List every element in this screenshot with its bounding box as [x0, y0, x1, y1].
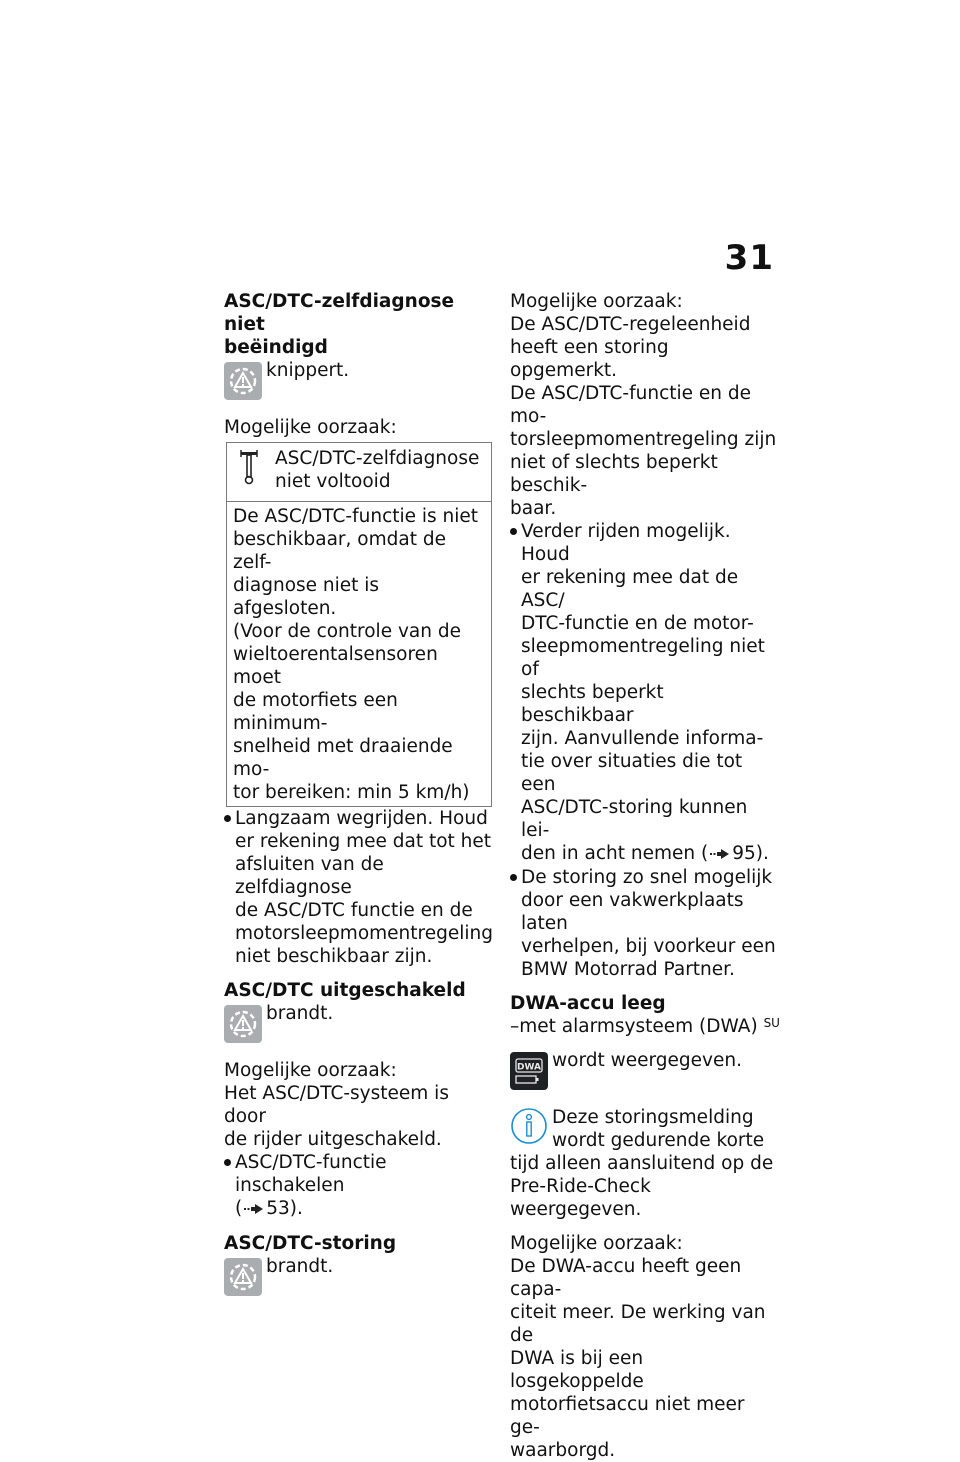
warning-row [224, 1002, 492, 1048]
cause-line: waarborgd. [510, 1439, 616, 1461]
cause-label: Mogelijke oorzaak: [224, 417, 397, 438]
heading-dwa-battery: DWA-accu leeg [510, 992, 666, 1014]
left-column [224, 290, 492, 1301]
cause-label: Mogelijke oorzaak: [224, 1060, 397, 1081]
page-reference[interactable]: 53). [266, 1198, 303, 1219]
heading-asc-off: ASC/DTC uitgeschakeld [224, 980, 466, 1001]
bullet-line: niet beschikbaar zijn. [235, 946, 433, 967]
bullet-line: afsluiten van de zelfdiagnose [235, 854, 384, 898]
cause-line: Het ASC/DTC-systeem is door [224, 1083, 449, 1127]
variant-note [510, 1015, 780, 1038]
asc-warning-icon [224, 362, 262, 400]
cause-text [510, 1255, 780, 1462]
tool-icon [239, 449, 259, 491]
page-number: 31 [724, 238, 774, 278]
selfdiag-box [226, 442, 492, 807]
bullet-line: er rekening mee dat de ASC/ [521, 567, 739, 611]
bullet-line: DTC-functie en de motor- [521, 613, 754, 634]
bullet-line: Verder rijden mogelijk. Houd [521, 521, 731, 565]
bullet-line: BMW Motorrad Partner. [521, 958, 735, 980]
cause-label: Mogelijke oorzaak: [510, 1232, 683, 1254]
cause-line: torsleepmomentregeling zijn [510, 429, 777, 450]
page-reference-arrow-icon[interactable] [244, 1198, 264, 1221]
cause-line: heeft een storing opgemerkt. [510, 337, 669, 381]
box-body-line: wieltoerentalsensoren moet [233, 644, 438, 688]
cause-line: De ASC/DTC-regeleenheid [510, 314, 751, 335]
page-reference[interactable]: 95). [732, 843, 769, 864]
asc-warning-icon [224, 1005, 262, 1043]
info-line: Deze storingsmelding [552, 1106, 754, 1128]
dwa-icon-label: DWA [517, 1062, 541, 1072]
box-body [227, 502, 491, 806]
info-line: wordt gedurende korte [552, 1129, 765, 1151]
box-title-line: niet voltooid [275, 471, 391, 492]
bullet-line: door een vakwerkplaats laten [521, 889, 744, 934]
list-item [224, 807, 492, 968]
cause-line: motorfietsaccu niet meer ge- [510, 1393, 745, 1438]
page-reference-arrow-icon[interactable] [710, 843, 730, 866]
cause-line: citeit meer. De werking van de [510, 1301, 766, 1346]
ref-open: ( [235, 1198, 243, 1219]
ref-open: ( [700, 843, 709, 864]
bullet-line: motorsleepmomentregeling [235, 923, 493, 944]
box-body-line: snelheid met draaiende mo- [233, 736, 453, 780]
dwa-row [510, 1049, 780, 1095]
cause-line: DWA is bij een losgekoppelde [510, 1347, 644, 1392]
cause-label: Mogelijke oorzaak: [510, 291, 683, 312]
icon-status-text: brandt. [266, 1003, 334, 1024]
box-body-line: beschikbaar, omdat de zelf- [233, 529, 446, 573]
bullet-line: tie over situaties die tot een [521, 751, 743, 795]
heading-asc-selfdiag [224, 290, 492, 359]
box-body-line: de motorfiets een minimum- [233, 690, 398, 734]
info-line: Pre-Ride-Check weergegeven. [510, 1175, 651, 1220]
box-body-line: tor bereiken: min 5 km/h) [233, 782, 470, 803]
cause-line: De DWA-accu heeft geen capa- [510, 1255, 742, 1300]
box-body-line: De ASC/DTC-functie is niet [233, 506, 479, 527]
bullet-line: de ASC/DTC functie en de [235, 900, 473, 921]
box-header [227, 443, 491, 502]
cause-line: De ASC/DTC-functie en de mo- [510, 383, 752, 427]
bullet-line: Langzaam wegrijden. Houd [235, 808, 488, 829]
dwa-battery-icon [510, 1052, 548, 1090]
variant-text: –met alarmsysteem (DWA) [510, 1015, 758, 1037]
warning-row [224, 1255, 492, 1301]
info-line: tijd alleen aansluitend op de [510, 1152, 774, 1174]
heading-line: beëindigd [224, 337, 328, 358]
variant-code: SU [763, 1015, 780, 1030]
icon-status-text: brandt. [266, 1255, 334, 1277]
icon-status-text: wordt weergegeven. [552, 1049, 742, 1071]
bullet-line: ASC/DTC-storing kunnen lei- [521, 797, 748, 841]
heading-line: ASC/DTC-zelfdiagnose niet [224, 291, 455, 335]
bullet-list [224, 1151, 492, 1221]
list-item [510, 866, 780, 981]
box-body-line: diagnose niet is afgesloten. [233, 575, 380, 619]
info-text [510, 1152, 780, 1221]
info-icon [510, 1106, 550, 1152]
bullet-line: er rekening mee dat tot het [235, 831, 492, 852]
list-item [224, 1151, 492, 1221]
box-body-line: (Voor de controle van de [233, 621, 461, 642]
cause-line: baar. [510, 498, 557, 519]
bullet-line: verhelpen, bij voorkeur een [521, 935, 776, 957]
box-title-line: ASC/DTC-zelfdiagnose [275, 448, 480, 469]
bullet-line: De storing zo snel mogelijk [521, 866, 773, 888]
cause-text [224, 1082, 492, 1151]
bullet-line: den in acht nemen [521, 843, 696, 864]
list-item [510, 520, 780, 866]
bullet-line: sleepmomentregeling niet of [521, 636, 765, 680]
bullet-line: ASC/DTC-functie inschakelen [235, 1152, 387, 1196]
cause-text [510, 313, 780, 520]
asc-warning-icon [224, 1258, 262, 1296]
right-column [510, 290, 780, 1462]
cause-line: niet of slechts beperkt beschik- [510, 452, 718, 496]
bullet-line: slechts beperkt beschikbaar [521, 682, 664, 726]
info-text-indented [552, 1106, 780, 1152]
icon-status-text: knippert. [266, 360, 350, 381]
bullet-list [510, 520, 780, 981]
bullet-line: zijn. Aanvullende informa- [521, 728, 764, 749]
warning-row [224, 359, 492, 405]
cause-line: de rijder uitgeschakeld. [224, 1129, 442, 1150]
info-note [510, 1106, 780, 1221]
heading-asc-error: ASC/DTC-storing [224, 1232, 397, 1254]
bullet-list [224, 807, 492, 968]
